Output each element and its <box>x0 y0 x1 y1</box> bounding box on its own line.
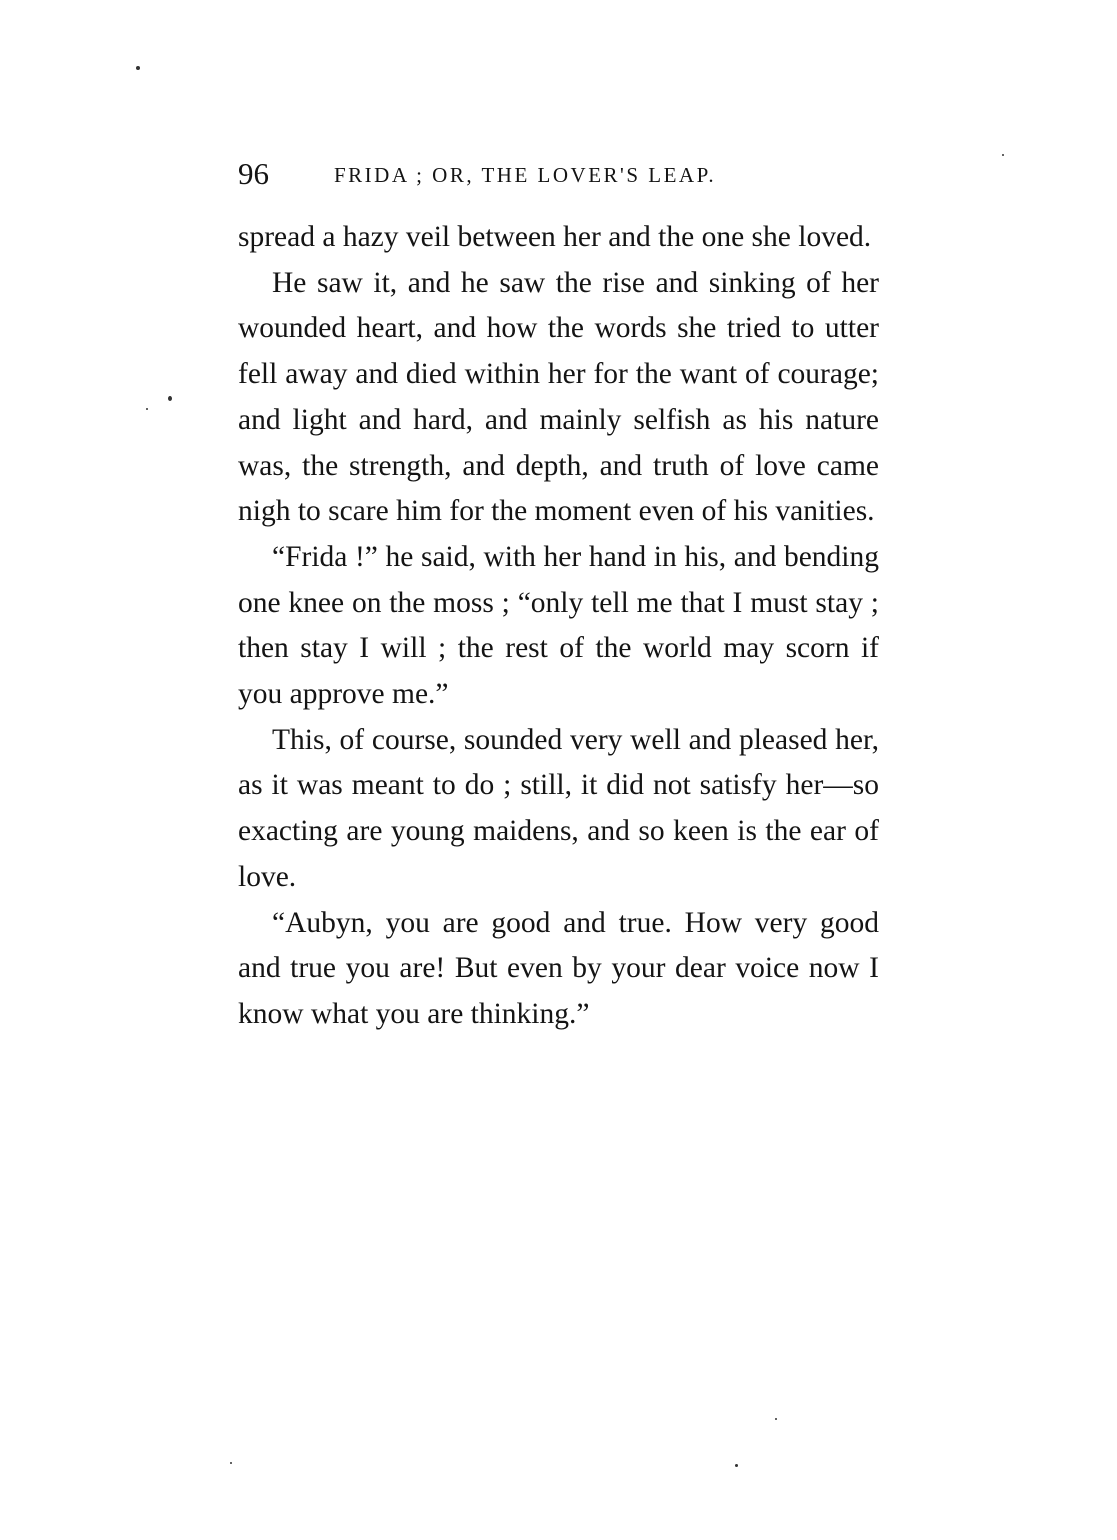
scan-speck <box>230 1462 232 1464</box>
scan-speck <box>168 396 172 401</box>
scan-speck <box>735 1464 738 1467</box>
scan-speck <box>1002 154 1004 156</box>
scan-speck <box>146 408 148 410</box>
body-text <box>238 215 879 1038</box>
running-title: FRIDA ; OR, THE LOVER'S LEAP. <box>334 163 717 187</box>
scan-speck <box>775 1418 777 1420</box>
scan-speck <box>136 66 140 70</box>
paragraph-4: This, of course, sounded very well and pleased her, as it was meant to do ; still, it did not satisfy her—so exacting are young maidens, and so keen is the ear of love. <box>238 723 879 893</box>
paragraph-2: He saw it, and he saw the rise and sinking of her wounded heart, and how the words she tried to utter fell away and died within her for the want of courage; and light and hard, and mainly selfish as his nature was, the strength, and depth, and truth of love came nigh to scare him for the moment even of his vanities. <box>238 266 879 528</box>
paragraph-5: “Aubyn, you are good and true. How very good and true you are! But even by your dear voice now I know what you are thinking.” <box>238 906 879 1030</box>
paragraph-1: spread a hazy veil between her and the one she loved. <box>238 221 872 253</box>
page-number: 96 <box>238 156 269 191</box>
paragraph-3: “Frida !” he said, with her hand in his, and bending one knee on the moss ; “only tell me that I must stay ; then stay I will ; the rest of the world may scorn if you approve me.” <box>238 540 879 711</box>
page-header <box>238 154 878 194</box>
